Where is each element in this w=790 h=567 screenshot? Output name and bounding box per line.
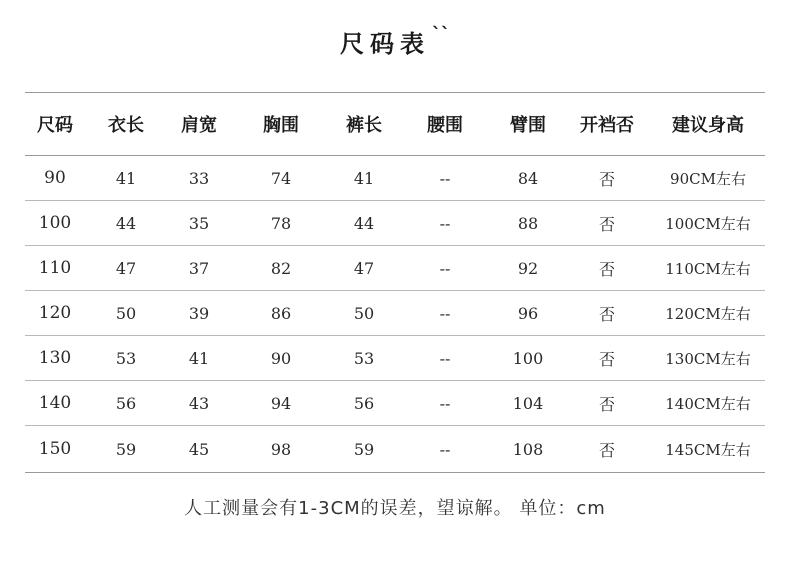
- cell-pants-length: 47: [353, 258, 375, 278]
- table-row: [25, 426, 765, 473]
- title-text: 尺码表: [340, 30, 430, 58]
- page-title: [0, 24, 790, 59]
- header-pants-length: 裤长: [346, 115, 382, 136]
- cell-chest: 94: [270, 393, 292, 413]
- table-row: [25, 246, 765, 291]
- cell-arm: 100: [512, 348, 544, 368]
- title-decoration: ``: [432, 24, 450, 45]
- cell-height: 110CM左右: [665, 259, 751, 278]
- header-size: 尺码: [37, 115, 73, 136]
- table-row: [25, 381, 765, 426]
- header-height: 建议身高: [672, 115, 744, 136]
- header-chest: 胸围: [263, 115, 299, 136]
- cell-waist: --: [439, 168, 451, 188]
- cell-height: 140CM左右: [665, 394, 751, 413]
- cell-pants-length: 44: [353, 213, 375, 233]
- measurement-note: 人工测量会有1-3CM的误差，望谅解。 单位：cm: [184, 498, 606, 519]
- header-shoulder: 肩宽: [181, 115, 217, 136]
- cell-arm: 96: [517, 303, 539, 323]
- cell-waist: --: [439, 213, 451, 233]
- cell-length: 41: [115, 168, 137, 188]
- cell-length: 44: [115, 213, 137, 233]
- cell-length: 50: [115, 303, 137, 323]
- table-row: [25, 291, 765, 336]
- cell-size: 130: [38, 348, 72, 368]
- cell-waist: --: [439, 439, 451, 459]
- cell-open-crotch: 否: [598, 349, 615, 369]
- cell-length: 53: [115, 348, 137, 368]
- cell-shoulder: 35: [188, 213, 210, 233]
- cell-height: 145CM左右: [665, 440, 751, 459]
- cell-pants-length: 59: [353, 439, 375, 459]
- cell-waist: --: [439, 393, 451, 413]
- cell-length: 47: [115, 258, 137, 278]
- cell-height: 100CM左右: [665, 214, 751, 233]
- cell-waist: --: [439, 348, 451, 368]
- cell-chest: 78: [270, 213, 292, 233]
- cell-open-crotch: 否: [598, 259, 615, 279]
- cell-pants-length: 56: [353, 393, 375, 413]
- cell-size: 110: [38, 258, 72, 278]
- cell-shoulder: 37: [188, 258, 210, 278]
- table-row: [25, 336, 765, 381]
- cell-shoulder: 41: [188, 348, 210, 368]
- cell-length: 59: [115, 439, 137, 459]
- cell-open-crotch: 否: [598, 440, 615, 460]
- cell-chest: 74: [270, 168, 292, 188]
- cell-arm: 108: [512, 439, 544, 459]
- cell-size: 150: [38, 439, 72, 459]
- cell-size: 140: [38, 393, 72, 413]
- cell-chest: 98: [270, 439, 292, 459]
- cell-arm: 88: [517, 213, 539, 233]
- cell-shoulder: 45: [188, 439, 210, 459]
- table-row: [25, 201, 765, 246]
- cell-open-crotch: 否: [598, 304, 615, 324]
- cell-arm: 92: [517, 258, 539, 278]
- cell-pants-length: 53: [353, 348, 375, 368]
- header-row: [25, 93, 765, 156]
- cell-height: 90CM左右: [670, 169, 746, 188]
- size-table: [25, 92, 765, 473]
- cell-shoulder: 43: [188, 393, 210, 413]
- cell-size: 120: [38, 303, 72, 323]
- header-open-crotch: 开裆否: [580, 115, 634, 136]
- header-arm: 臂围: [510, 115, 546, 136]
- cell-arm: 84: [517, 168, 539, 188]
- cell-pants-length: 50: [353, 303, 375, 323]
- cell-open-crotch: 否: [598, 394, 615, 414]
- cell-length: 56: [115, 393, 137, 413]
- cell-height: 130CM左右: [665, 349, 751, 368]
- cell-chest: 86: [270, 303, 292, 323]
- header-waist: 腰围: [427, 115, 463, 136]
- cell-open-crotch: 否: [598, 169, 615, 189]
- table-row: [25, 156, 765, 201]
- cell-waist: --: [439, 258, 451, 278]
- header-length: 衣长: [108, 115, 144, 136]
- cell-waist: --: [439, 303, 451, 323]
- cell-height: 120CM左右: [665, 304, 751, 323]
- cell-open-crotch: 否: [598, 214, 615, 234]
- cell-chest: 90: [270, 348, 292, 368]
- cell-size: 90: [44, 168, 66, 188]
- cell-shoulder: 33: [188, 168, 210, 188]
- cell-chest: 82: [270, 258, 292, 278]
- cell-size: 100: [38, 213, 72, 233]
- cell-shoulder: 39: [188, 303, 210, 323]
- cell-pants-length: 41: [353, 168, 375, 188]
- cell-arm: 104: [512, 393, 544, 413]
